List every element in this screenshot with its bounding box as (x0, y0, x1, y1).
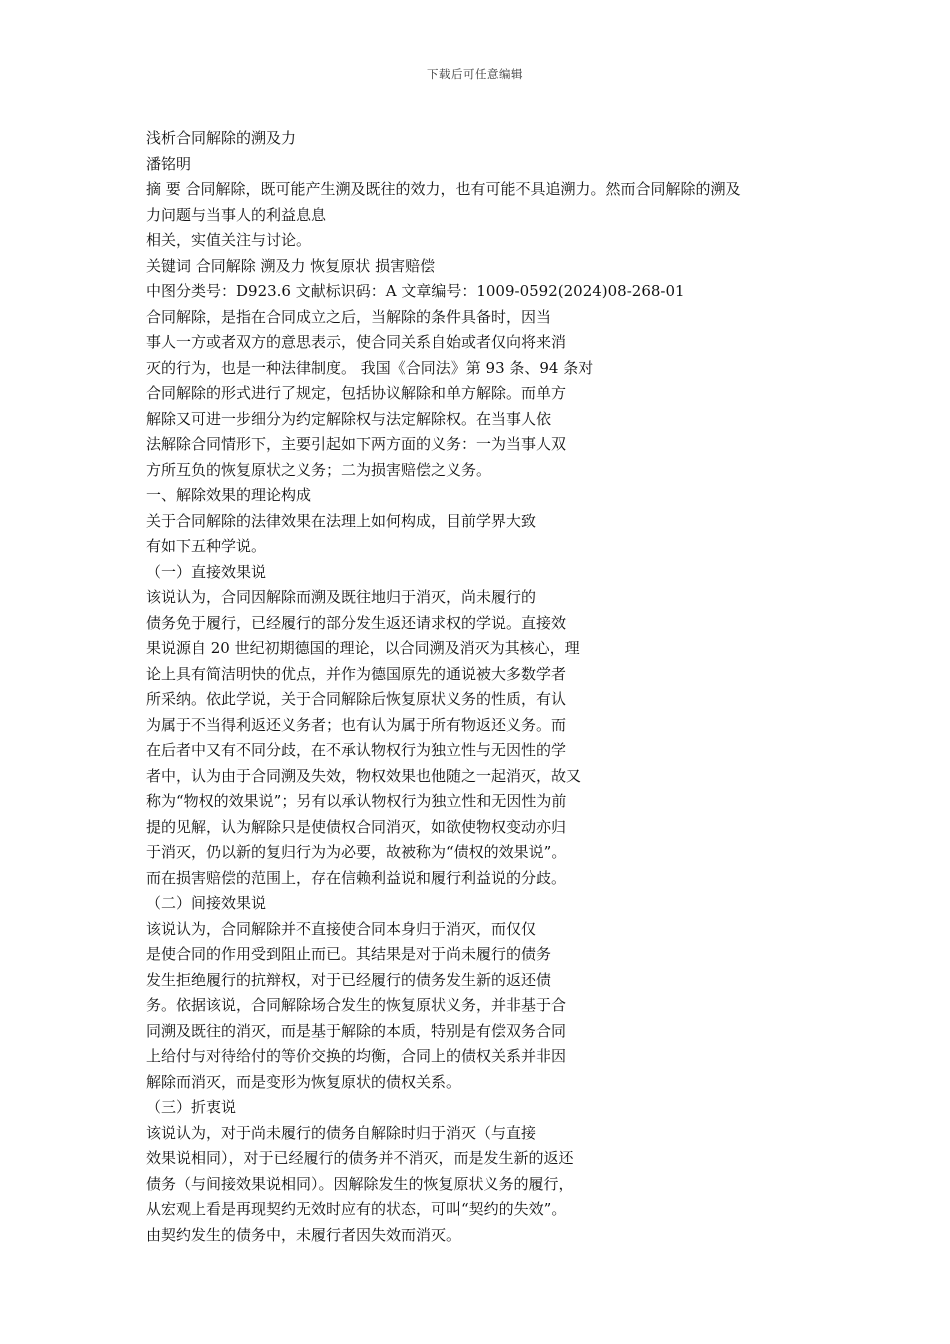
body-text-line: 有如下五种学说。 (146, 537, 267, 555)
body-text-line: 法解除合同情形下，主要引起如下两方面的义务：一为当事人双 (146, 435, 567, 453)
body-text-line: 果说源自 20 世纪初期德国的理论，以合同溯及消灭为其核心，理 (146, 639, 580, 657)
body-text-line: 解除而消灭，而是变形为恢复原状的债权关系。 (146, 1072, 462, 1091)
body-text-line: 灭的行为，也是一种法律制度。 我国《合同法》第 93 条、94 条对 (146, 358, 594, 377)
subsection-heading: （一）直接效果说 (146, 562, 267, 581)
abstract-line: 力问题与当事人的利益息息 (146, 205, 327, 224)
body-text-line: 方所互负的恢复原状之义务；二为损害赔偿之义务。 (146, 460, 492, 479)
section-heading: 一、解除效果的理论构成 (146, 486, 312, 504)
body-text-line: 而在损害赔偿的范围上，存在信赖利益说和履行利益说的分歧。 (146, 868, 567, 887)
body-text-line: 解除又可进一步细分为约定解除权与法定解除权。在当事人依 (146, 409, 552, 428)
body-text-line: 在后者中又有不同分歧，在不承认物权行为独立性与无因性的学 (146, 741, 567, 759)
body-text-line: 合同解除的形式进行了规定，包括协议解除和单方解除。而单方 (146, 384, 567, 402)
body-text-line: 称为“物权的效果说”；另有以承认物权行为独立性和无因性为前 (146, 792, 567, 810)
subsection-heading: （三）折衷说 (146, 1098, 237, 1116)
body-text-line: 务。依据该说，合同解除场合发生的恢复原状义务，并非基于合 (146, 996, 567, 1014)
body-text-line: 发生拒绝履行的抗辩权，对于已经履行的债务发生新的返还债 (146, 970, 552, 989)
body-text-line: 关于合同解除的法律效果在法理上如何构成，目前学界大致 (146, 511, 537, 530)
body-text-line: 合同解除，是指在合同成立之后，当解除的条件具备时，因当 (146, 307, 552, 326)
page-header-note: 下载后可任意编辑 (427, 67, 523, 81)
body-text-line: 由契约发生的债务中，未履行者因失效而消灭。 (146, 1225, 462, 1244)
article-title: 浅析合同解除的溯及力 (146, 129, 297, 147)
body-text-line: 债务免于履行，已经履行的部分发生返还请求权的学说。直接效 (146, 613, 567, 632)
keywords-line: 关键词 合同解除 溯及力 恢复原状 损害赔偿 (146, 256, 436, 275)
body-text-line: 所采纳。依此学说，关于合同解除后恢复原状义务的性质，有认 (146, 690, 567, 708)
body-text-line: 提的见解，认为解除只是使债权合同消灭，如欲使物权变动亦归 (146, 817, 567, 836)
body-text-line: 该说认为，对于尚未履行的债务自解除时归于消灭（与直接 (146, 1123, 537, 1142)
body-text-line: 论上具有简洁明快的优点，并作为德国原先的通说被大多数学者 (146, 664, 567, 683)
body-text-line: 同溯及既往的消灭，而是基于解除的本质，特别是有偿双务合同 (146, 1021, 567, 1040)
body-text-line: 是使合同的作用受到阻止而已。其结果是对于尚未履行的债务 (146, 945, 552, 963)
abstract-line: 摘 要 合同解除，既可能产生溯及既往的效力，也有可能不具追溯力。然而合同解除的溯及 (146, 180, 741, 198)
body-text-line: 者中，认为由于合同溯及失效，物权效果也他随之一起消灭，故又 (146, 766, 582, 785)
body-text-line: 上给付与对待给付的等价交换的均衡，合同上的债权关系并非因 (146, 1047, 567, 1065)
document-body (146, 126, 826, 1248)
body-text-line: 于消灭，仍以新的复归行为为必要，故被称为“债权的效果说”。 (146, 843, 567, 861)
body-text-line: 债务（与间接效果说相同）。因解除发生的恢复原状义务的履行， (146, 1174, 574, 1193)
classification-line: 中图分类号：D923.6 文献标识码：A 文章编号：1009-0592(2024)08-268-01 (146, 282, 685, 300)
body-text-line: 效果说相同），对于已经履行的债务并不消灭，而是发生新的返还 (146, 1149, 574, 1167)
body-text-line: 事人一方或者双方的意思表示，使合同关系自始或者仅向将来消 (146, 333, 567, 351)
body-text-line: 为属于不当得利返还义务者；也有认为属于所有物返还义务。而 (146, 715, 567, 734)
author-name: 潘铭明 (146, 154, 192, 173)
body-text-line: 该说认为，合同因解除而溯及既往地归于消灭，尚未履行的 (146, 588, 537, 606)
abstract-line: 相关，实值关注与讨论。 (146, 231, 312, 249)
subsection-heading: （二）间接效果说 (146, 894, 267, 912)
body-text-line: 从宏观上看是再现契约无效时应有的状态，可叫“契约的失效”。 (146, 1200, 567, 1218)
body-text-line: 该说认为，合同解除并不直接使合同本身归于消灭，而仅仅 (146, 919, 537, 938)
